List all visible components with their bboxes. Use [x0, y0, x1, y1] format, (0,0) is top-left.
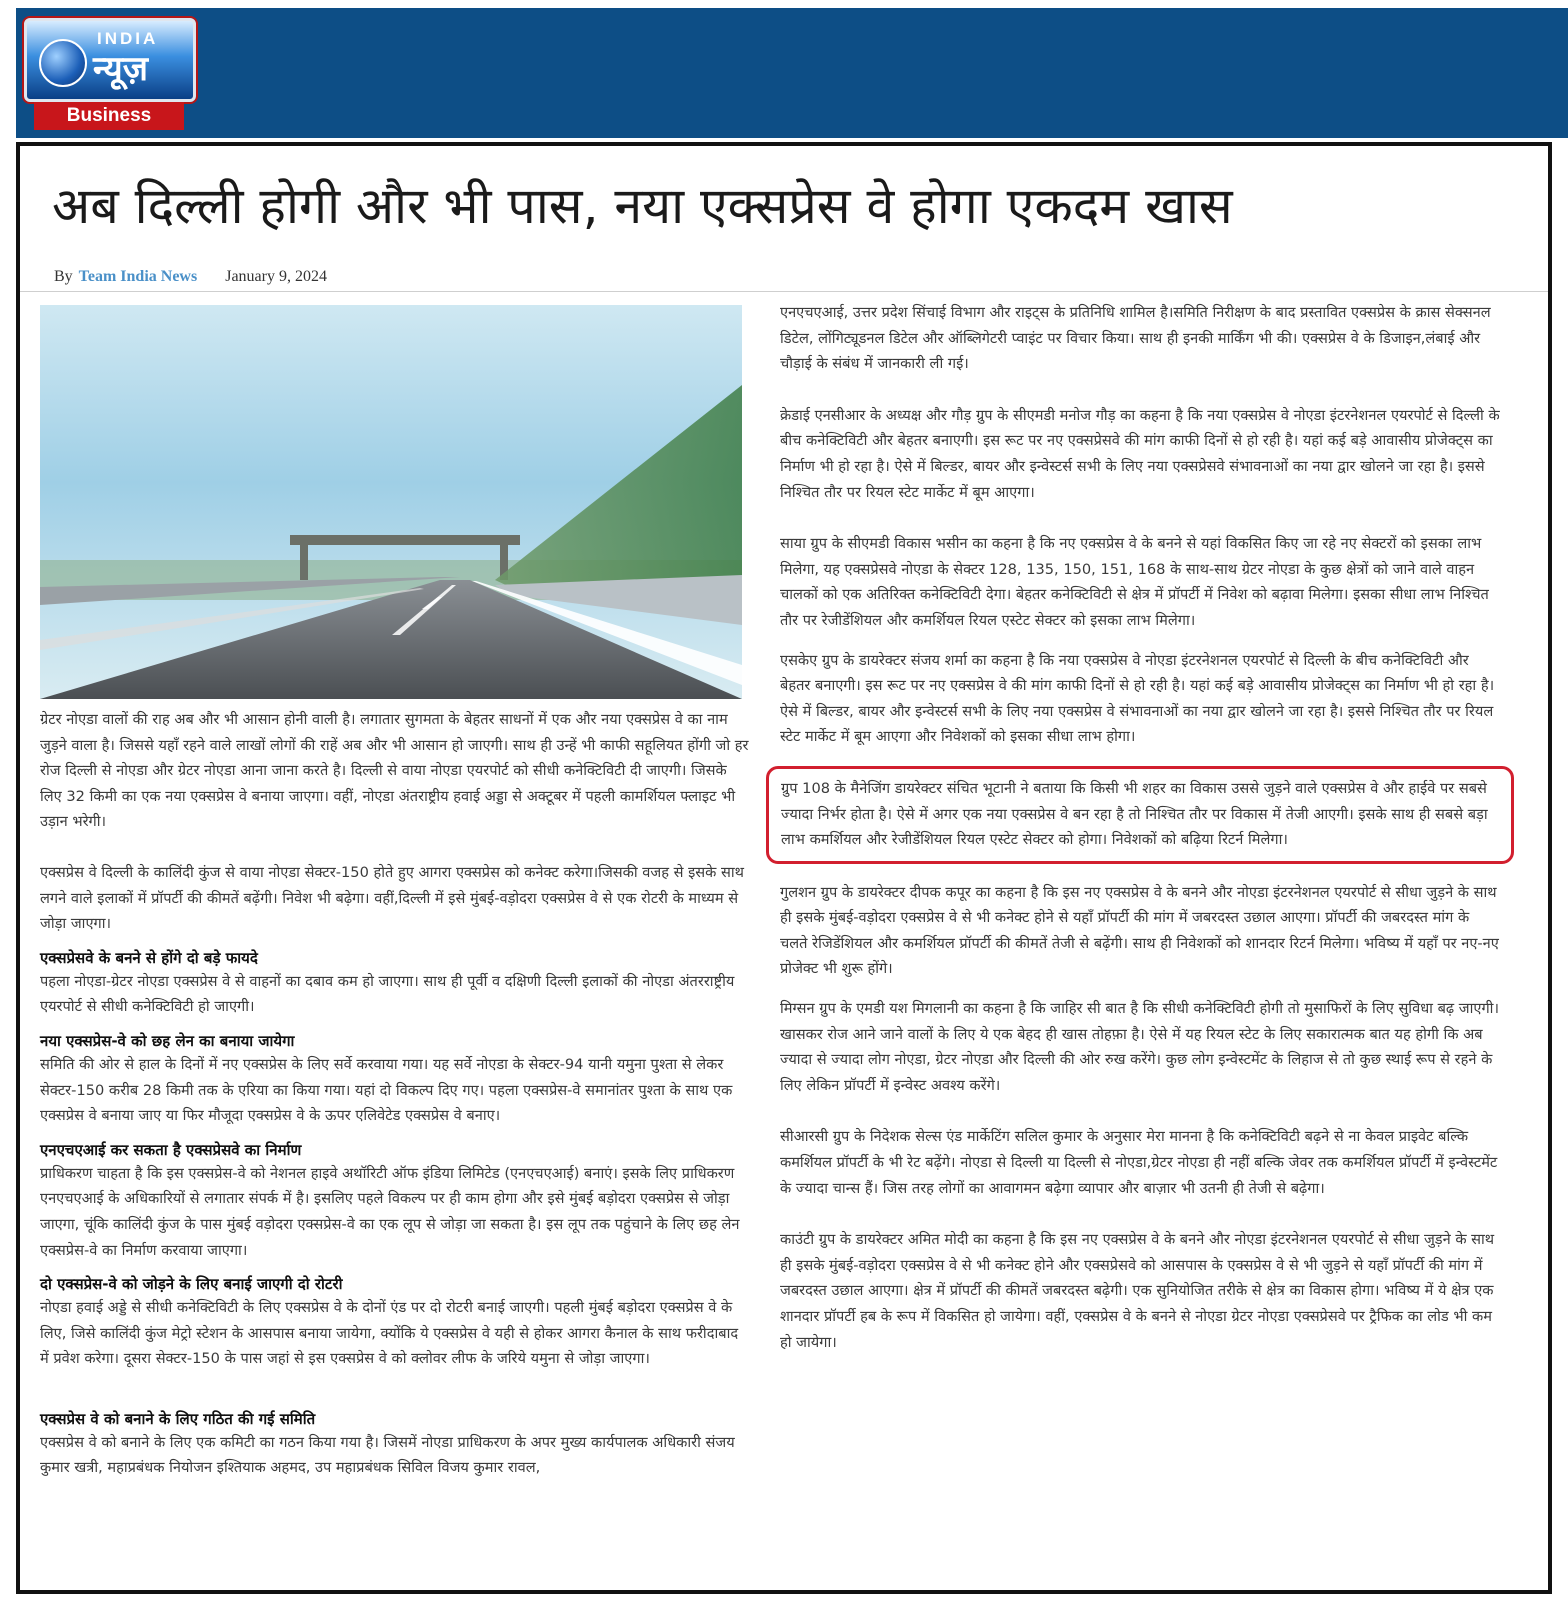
article-headline: अब दिल्ली होगी और भी पास, नया एक्सप्रेस वे होगा एकदम खास	[52, 177, 1233, 235]
byline	[54, 268, 327, 286]
highlighted-quote-box	[766, 766, 1514, 864]
spacer	[40, 835, 750, 860]
paragraph: प्राधिकरण चाहता है कि इस एक्सप्रेस-वे को नेशनल हाइवे अथॉरिटी ऑफ इंडिया लिमिटेड (एनएचएआई) बनाएं। इसके लिए प्राधिकरण एनएचएआई के अधिकारियों से लगातार संपर्क में है। इसलिए पहले विकल्प पर ही काम होगा और इसे मुंबई बड़ोदरा एक्सप्रेस से जोड़ा जाएगा, चूंकि कालिंदी कुंज के पास मुंबई वड़ोदरा एक्सप्रेस-वे का एक लूप से जोड़ा जा सकता है। इस लूप तक पहुंचाने के लिए छह लेन एक्सप्रेस-वे का निर्माण करवाया जाएगा।	[40, 1164, 740, 1259]
logo-badge	[24, 18, 196, 102]
publish-date: January 9, 2024	[225, 268, 327, 285]
paragraph: एनएचएआई, उत्तर प्रदेश सिंचाई विभाग और राइट्स के प्रतिनिधि शामिल है।समिति निरीक्षण के बाद प्रस्तावित एक्सप्रेस के क्रास सेक्सनल डिटेल, लोंगिट्यूडनल डिटेल और ऑब्लिगेटरी प्वाइंट पर विचार किया। साथ ही इनकी मार्किंग भी की। एक्सप्रेस वे के डिजाइन,लंबाई और चौड़ाई के संबंध में जानकारी ली गई।	[780, 304, 1491, 373]
paragraph: सीआरसी ग्रुप के निदेशक सेल्स एंड मार्केटिंग सलिल कुमार के अनुसार मेरा मानना है कि कनेक्टिविटी बढ़ने से ना केवल प्राइवेट बल्कि कमर्शियल प्रॉपर्टी के भी रेट बढ़ेंगे। नोएडा से दिल्ली या दिल्ली से नोएडा,ग्रेटर नोएडा ही नहीं बल्कि जेवर तक कमर्शियल प्रॉपर्टी में इन्वेस्टमेंट के ज्यादा चान्स हैं। जिस तरह लोगों का आवागमन बढ़ेगा व्यापार और बाज़ार भी उतनी ही तेजी से बढ़ेगा।	[780, 1128, 1498, 1197]
paragraph: ग्रेटर नोएडा वालों की राह अब और भी आसान होनी वाली है। लगातार सुगमता के बेहतर साधनों में एक और नया एक्सप्रेस वे का नाम जुड़ने वाला है। जिससे यहाँ रहने वाले लाखों लोगों की राहें अब और भी आसान हो जाएगी। साथ ही उन्हें भी काफी सहूलियत होंगी जो हर रोज दिल्ली से नोएडा और ग्रेटर नोएडा आना जाना करते है। दिल्ली से वाया नोएडा एयरपोर्ट को सीधी कनेक्टिविटी दी जाएगी। जिसके लिए 32 किमी का एक नया एक्सप्रेस वे बनाया जाएगा। वहीं, नोएडा अंतराष्ट्रीय हवाई अड्डा से अक्टूबर में पहली कामर्शियल फ्लाइट भी उड़ान भरेगी।	[40, 711, 749, 831]
paragraph: नोएडा हवाई अड्डे से सीधी कनेक्टिविटी के लिए एक्सप्रेस वे के दोनों एंड पर दो रोटरी बनाई जाएगी। पहली मुंबई बड़ोदरा एक्सप्रेस वे के लिए, जिसे कालिंदी कुंज मेट्रो स्टेशन के आसपास बनाया जायेगा, क्योंकि ये एक्सप्रेस वे यही से होकर आगरा कैनाल के साथ फरीदाबाद में प्रवेश करेगा। दूसरा सेक्टर-150 के पास जहां से इस एक्सप्रेस वे को क्लोवर लीफ के जरिये यमुना से जोड़ा जाएगा।	[40, 1299, 739, 1368]
paragraph: एसकेए ग्रुप के डायरेक्टर संजय शर्मा का कहना है कि नया एक्सप्रेस वे नोएडा इंटरनेशनल एयरपोर्ट से दिल्ली के बीच कनेक्टिविटी और बेहतर बनाएगी। इस रूट पर नए एक्सप्रेस वे की मांग काफी दिनों से हो रही है। यहां कई बड़े आवासीय प्रोजेक्ट्स का निर्माण भी हो रहा है। ऐसे में बिल्डर, बायर और इन्वेस्टर्स सभी के लिए नया एक्सप्रेस वे संभावनाओं का नया द्वार खोलने जा रहा है। इससे निश्चित तौर पर रियल स्टेट मार्केट में बूम आएगा और निवेशकों को इसका सीधा लाभ होगा।	[780, 651, 1495, 746]
article-body-right	[780, 300, 1500, 1355]
expressway-illustration	[40, 305, 742, 699]
author-link[interactable]: Team India News	[78, 268, 198, 285]
section-heading: एनएचएआई कर सकता है एक्सप्रेसवे का निर्माण	[40, 1140, 302, 1159]
india-news-business-logo[interactable]	[24, 18, 196, 130]
logo-india-text: INDIA	[97, 29, 159, 48]
paragraph: मिग्सन ग्रुप के एमडी यश मिगलानी का कहना है कि जाहिर सी बात है कि सीधी कनेक्टिविटी होगी तो मुसाफिरों के लिए सुविधा बढ़ जाएगी। खासकर रोज आने जाने वालों के लिए ये एक बेहद ही खास तोहफ़ा है। ऐसे में यह रियल स्टेट के लिए सकारात्मक बात यह होगी कि अब ज्यादा से ज्यादा लोग नोएडा, ग्रेटर नोएडा और दिल्ली की ओर रुख करेंगे। कुछ लोग इन्वेस्टमेंट के लिहाज से तो कुछ स्थाई रूप से रहने के लिए लेकिन प्रॉपर्टी में इन्वेस्ट अवश्य करेंगे।	[780, 1000, 1499, 1094]
paragraph: क्रेडाई एनसीआर के अध्यक्ष और गौड़ ग्रुप के सीएमडी मनोज गौड़ का कहना है कि नया एक्सप्रेस वे नोएडा इंटरनेशनल एयरपोर्ट से दिल्ली के बीच कनेक्टिविटी और बेहतर बनाएगी। इस रूट पर नए एक्सप्रेसवे की मांग काफी दिनों से हो रही है। यहां कई बड़े आवासीय प्रोजेक्ट्स का निर्माण भी हो रहा है। ऐसे में बिल्डर, बायर और इन्वेस्टर्स सभी के लिए नया एक्सप्रेसवे संभावनाओं का नया द्वार खोलने जा रहा है। इससे निश्चित तौर पर रियल स्टेट मार्केट में बूम आएगा।	[780, 406, 1500, 501]
paragraph: एक्सप्रेस वे दिल्ली के कालिंदी कुंज से वाया नोएडा सेक्टर-150 होते हुए आगरा एक्सप्रेस को कनेक्ट करेगा।जिसकी वजह से इसके साथ लगने वाले इलाकों में प्रॉपर्टी की कीमतें बढ़ेंगी। निवेश भी बढ़ेगा। वहीं,दिल्ली में इसे मुंबई-वड़ोदरा एक्सप्रेस वे से एक रोटरी के माध्यम से जोड़ा जाएगा।	[40, 863, 744, 933]
article-body-left	[40, 707, 750, 1481]
hero-image-expressway	[40, 305, 742, 699]
site-header	[16, 8, 1568, 138]
paragraph: काउंटी ग्रुप के डायरेक्टर अमित मोदी का कहना है कि इस नए एक्सप्रेस वे के बनने और नोएडा इंटरनेशनल एयरपोर्ट से सीधा जुड़ने के साथ ही इसके मुंबई-वड़ोदरा एक्सप्रेस वे से भी कनेक्ट होने और एक्सप्रेसवे को आसपास के एक्सप्रेस वे से भी जुड़ने से यहाँ प्रॉपर्टी की मांग में जबरदस्त उछाल आएगा। क्षेत्र में प्रॉपर्टी की कीमतें जबरदस्त बढ़ेगी। एक सुनियोजित तरीके से क्षेत्र का विकास होगा। भविष्य में ये क्षेत्र एक शानदार प्रॉपर्टी हब के रूप में विकसित हो जायेगा। वहीं, एक्सप्रेस वे के बनने से नोएडा ग्रेटर नोएडा एक्सप्रेसवे पर ट्रैफिक का लोड भी कम हो जायेगा।	[780, 1231, 1495, 1351]
section-heading: दो एक्सप्रेस-वे को जोड़ने के लिए बनाई जाएगी दो रोटरी	[40, 1275, 343, 1294]
paragraph: गुलशन ग्रुप के डायरेक्टर दीपक कपूर का कहना है कि इस नए एक्सप्रेस वे के बनने और नोएडा इंटरनेशनल एयरपोर्ट से सीधा जुड़ने के साथ ही इसके मुंबई-वड़ोदरा एक्सप्रेस वे से भी कनेक्ट होने से यहाँ प्रॉपर्टी की मांग में जबरदस्त उछाल आएगा। प्रॉपर्टी की जबरदस्त मांग के चलते रेजिडेंशियल और कमर्शियल प्रॉपर्टी की कीमतें तेजी से बढ़ेंगी। साथ ही निवेशकों को शानदार रिटर्न मिलेगा। भविष्य में यहाँ पर नए-नए प्रोजेक्ट भी शुरू होंगे।	[780, 883, 1499, 978]
logo-news-text: न्यूज़	[93, 49, 148, 89]
section-heading: नया एक्सप्रेस-वे को छह लेन का बनाया जायेगा	[40, 1031, 295, 1050]
by-label: By	[54, 268, 73, 285]
section-heading: एक्सप्रेसवे के बनने से होंगे दो बड़े फायदे	[40, 948, 258, 967]
paragraph: एक्सप्रेस वे को बनाने के लिए एक कमिटी का गठन किया गया है। जिसमें नोएडा प्राधिकरण के अपर मुख्य कार्यपालक अधिकारी संजय कुमार खत्री, महाप्रबंधक नियोजन इश्तियाक अहमद, उप महाप्रबंधक सिविल विजय कुमार रावल,	[40, 1433, 735, 1477]
paragraph: पहला नोएडा-ग्रेटर नोएडा एक्सप्रेस वे से वाहनों का दबाव कम हो जाएगा। साथ ही पूर्वी व दक्षिणी दिल्ली इलाकों की नोएडा अंतरराष्ट्रीय एयरपोर्ट से सीधी कनेक्टिविटी हो जाएगी।	[40, 972, 735, 1016]
paragraph: समिति की ओर से हाल के दिनों में नए एक्सप्रेस के लिए सर्वे करवाया गया। यह सर्वे नोएडा के सेक्टर-94 यानी यमुना पुश्ता से लेकर सेक्टर-150 करीब 28 किमी तक के एरिया का किया गया। यहां दो विकल्प दिए गए। पहला एक्सप्रेस-वे समानांतर पुश्ता के साथ एक एक्सप्रेस वे बनाया जाए या फिर मौजूदा एक्सप्रेस वे के ऊपर एलिवेटेड एक्सप्रेस वे बनाए।	[40, 1055, 733, 1125]
highlighted-quote: ग्रुप 108 के मैनेजिंग डायरेक्टर संचित भूटानी ने बताया कि किसी भी शहर का विकास उससे जुड़ने वाले एक्सप्रेस वे और हाईवे पर सबसे ज्यादा निर्भर होता है। ऐसे में अगर एक नया एक्सप्रेस वे बन रहा है तो निश्चित तौर पर विकास में तेजी आएगी। इसके साथ ही सबसे बड़ा लाभ कमर्शियल और रेजीडेंशियल रियल एस्टेट सेक्टर को होगा। निवेशकों को बढ़िया रिटर्न मिलेगा।	[781, 779, 1488, 849]
paragraph: साया ग्रुप के सीएमडी विकास भसीन का कहना है कि नए एक्सप्रेस वे के बनने से यहां विकसित किए जा रहे नए सेक्टरों को इसका लाभ मिलेगा, यह एक्सप्रेसवे नोएडा के सेक्टर 128, 135, 150, 151, 168 के साथ-साथ ग्रेटर नोएडा के कुछ क्षेत्रों को जाने वाले वाहन चालकों को एक अतिरिक्त कनेक्टिविटी देगा। बेहतर कनेक्टिविटी से क्षेत्र में प्रॉपर्टी में निवेश को बढ़ावा मिलेगा। इसका सीधा लाभ निश्चित तौर पर रेजीडेंशियल और कमर्शियल रियल एस्टेट सेक्टर को इसका लाभ मिलेगा।	[780, 535, 1489, 629]
byline-divider	[20, 291, 1548, 292]
logo-section-label: Business	[34, 102, 184, 130]
globe-icon	[39, 39, 87, 87]
section-heading: एक्सप्रेस वे को बनाने के लिए गठित की गई समिति	[40, 1409, 316, 1428]
